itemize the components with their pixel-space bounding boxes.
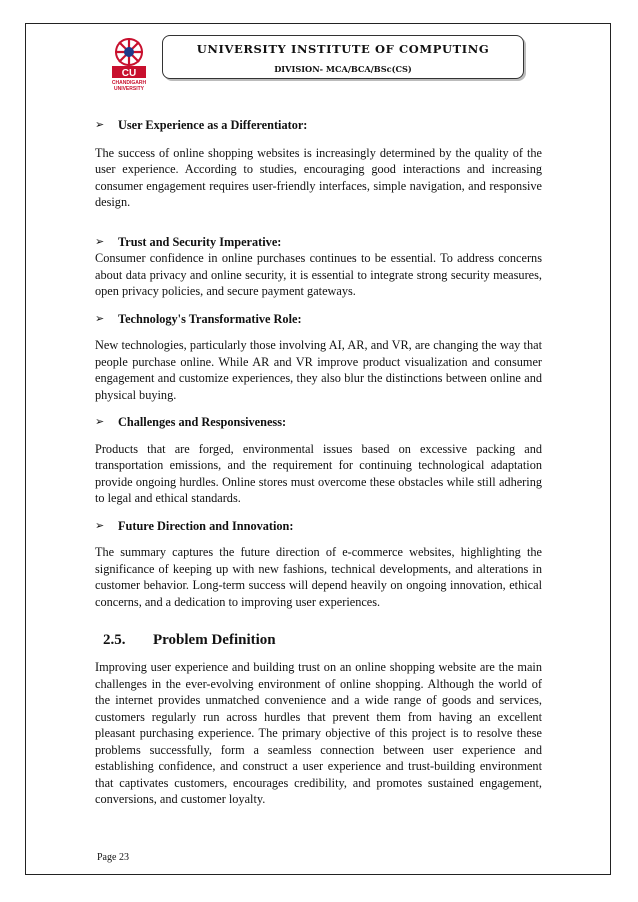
section-body: New technologies, particularly those involving AI, AR, and VR, are changing the way that people purchase online. While AR and VR improve product visualization and consumer engagement and customize experiences, they also blur the distinctions between online and physical buying. — [95, 338, 542, 402]
header-box — [162, 35, 524, 79]
arrow-bullet-icon: ➢ — [95, 519, 105, 532]
section-title — [95, 632, 542, 649]
header-title: UNIVERSITY INSTITUTE OF COMPUTING — [196, 42, 490, 56]
logo-caption-line1: CHANDIGARH — [111, 80, 147, 86]
section-body: Products that are forged, environmental issues based on excessive packing and transportation emissions, and the requirement for continuing technological adaptation provide ongoing hurdles. Online stores must overcome these obstacles while still adhering to legal and ethical standards. — [95, 441, 542, 505]
page-content — [95, 110, 542, 808]
arrow-bullet-icon: ➢ — [95, 235, 105, 248]
logo-caption-line2: UNIVERSITY — [113, 86, 145, 92]
section-heading-text: Challenges and Responsiveness: — [118, 415, 287, 429]
section-heading — [95, 414, 542, 431]
arrow-bullet-icon: ➢ — [95, 119, 105, 131]
problem-definition-body: Improving user experience and building trust on an online shopping website are the main challenges in the ever-evolving environment of online shopping. Although the world of the internet provides unmatched convenience and a wide range of goods and services, customers regularly run across hurdles that prevent them from having an excellent pleasant purchasing experience. The primary objective of this project is to resolve these problems successfully, form a seamless connection between user experience and establishing confidence, and construct a user experience and trust-building environment that captivates customers, encourages credibility, and promotes sustained engagement, conversions, and customer loyalty. — [95, 660, 542, 806]
section-heading — [95, 234, 542, 251]
section-heading — [95, 311, 542, 328]
section-heading-text: Technology's Transformative Role: — [118, 311, 302, 326]
section-heading-text: Future Direction and Innovation: — [118, 518, 294, 533]
section-title-text: Problem Definition — [153, 632, 276, 648]
page-number: Page 23 — [97, 852, 129, 863]
section-body: Consumer confidence in online purchases continues to be essential. To address concerns about data privacy and online security, it is essential to integrate strong security measures, open privacy policies, and secure payment gateways. — [95, 251, 542, 298]
section-number: 2.5. — [103, 632, 126, 648]
header-subtitle: DIVISION- MCA/BCA/BSc(CS) — [274, 64, 412, 74]
arrow-bullet-icon: ➢ — [95, 416, 105, 428]
logo-emblem-icon — [115, 38, 143, 66]
section-heading — [95, 518, 542, 535]
university-logo — [104, 35, 154, 92]
arrow-bullet-icon: ➢ — [95, 312, 105, 325]
section-heading — [95, 117, 542, 134]
logo-initials: CU — [121, 68, 137, 79]
section-heading-text: Trust and Security Imperative: — [118, 234, 282, 249]
section-body: The success of online shopping websites is increasingly determined by the quality of the user experience. According to studies, encouraging good interactions and increasing consumer engagement requires user-friendly interfaces, simple navigation, and responsive design. — [95, 145, 542, 209]
section-heading-text: User Experience as a Differentiator: — [118, 118, 308, 132]
section-body: The summary captures the future direction of e-commerce websites, highlighting the significance of keeping up with new fashions, technical developments, and alterations in customer behavior. Long-term success will depend heavily on ongoing innovation, ethical concerns, and a dedication to improving user experiences. — [95, 545, 542, 609]
